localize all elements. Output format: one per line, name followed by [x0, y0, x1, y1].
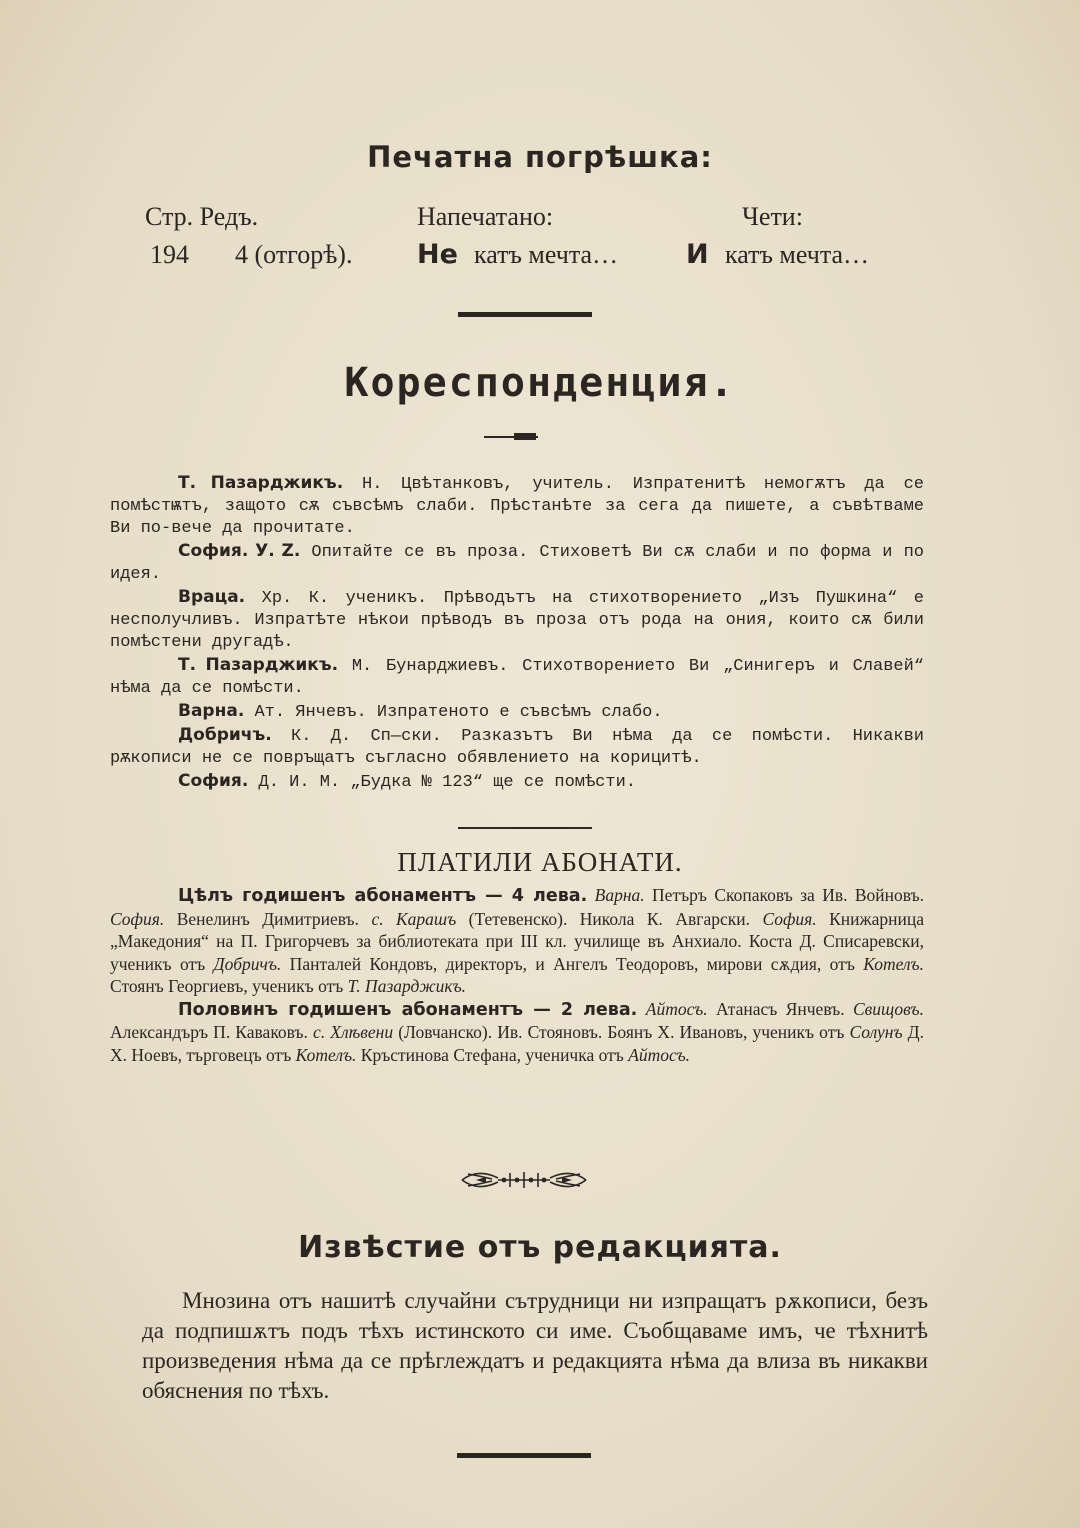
subscriber-place: Айтосъ.: [628, 1044, 691, 1065]
subscriber-place: с. Хлѣвени: [313, 1022, 394, 1042]
errata-printed-rest: катъ мечта…: [474, 240, 619, 269]
subscribers-list: [110, 884, 924, 1066]
subscriber-place: Айтосъ.: [645, 998, 708, 1019]
divider-thin-rule: [458, 827, 592, 829]
subscriber-text: Петъръ Скопаковъ за Ив. Войновъ.: [644, 885, 925, 905]
subscriber-place: Т. Пазарджикъ.: [347, 976, 467, 996]
errata-row: [145, 236, 945, 274]
correspondence-text: М. Бунарджиевъ. Стихотворението Ви „Синигеръ и Славей“ нѣма да се помѣсти.: [110, 657, 924, 698]
correspondence-entry: [110, 700, 924, 724]
errata-printed-bold: Не: [417, 239, 458, 270]
subscriber-place: Котелъ.: [295, 1044, 357, 1065]
correspondence-entry: [110, 540, 924, 586]
correspondence-text: К. Д. Сп—ски. Разказътъ Ви нѣма да се помѣсти. Никакви рѫкописи не се повръщатъ съгласно обявлението на корицитѣ.: [110, 727, 925, 768]
subscribers-full-year: [110, 884, 924, 998]
subscriber-text: Книжарница „Македония“ на П. Григорчевъ за библиотеката при III кл. училище въ Анхиало. Коста Д. Списаревски, ученикъ отъ: [110, 908, 925, 974]
errata-header-printed: Напечатано:: [417, 202, 554, 231]
correspondence-entry: [110, 586, 924, 654]
subscriber-text: Д. Х. Ноевъ, търговецъ отъ: [110, 1022, 924, 1065]
subscriber-text: Кръстинова Стефана, ученичка отъ: [356, 1044, 629, 1065]
subscriber-place: Котелъ.: [863, 953, 924, 974]
correspondence-place: София.: [178, 771, 249, 791]
subscriber-place: Солунъ: [849, 1022, 903, 1042]
notice-title: Извѣстие отъ редакцията.: [298, 1230, 782, 1265]
notice-text: Мнозина отъ нашитѣ случайни сътрудници ни изпращатъ рѫкописи, безъ да подпишѫтъ подъ тѣхъ истинското си име. Съобщаваме имъ, че тѣхнитѣ произведения нѣма да се прѣглеждатъ и редакцията нѣма да влиза въ никакви обяснения по тѣхъ.: [142, 1288, 928, 1403]
correspondence-entry: [110, 724, 924, 770]
subscriber-place: София.: [110, 908, 165, 929]
divider-bottom-rule: [457, 1453, 591, 1458]
subscribers-half-year: [110, 998, 924, 1067]
subscriber-text: Панталей Кондовъ, директоръ, и Ангелъ Теодоровъ, мирови сѫдия, отъ: [281, 953, 864, 974]
divider-rule: [458, 312, 592, 317]
subscriber-text: Александъръ П. Каваковъ.: [110, 1022, 314, 1042]
divider-short-dash: [514, 433, 536, 440]
subscriber-place: с. Карашъ: [371, 908, 457, 929]
correspondence-entry: [110, 472, 924, 540]
subscriber-place: Добричъ.: [213, 953, 282, 974]
errata-read-bold: И: [686, 239, 709, 270]
full-year-label: Цѣлъ годишенъ абонаментъ — 4 лева.: [178, 886, 588, 906]
subscriber-text: Венелинъ Димитриевъ.: [164, 908, 372, 929]
correspondence-place: Враца.: [178, 587, 246, 607]
errata-title: Печатна погрѣшка:: [367, 140, 713, 174]
correspondence-entry: [110, 770, 924, 794]
correspondence-place: Т. Пазарджикъ.: [178, 473, 344, 493]
errata-page: 194: [150, 240, 189, 269]
ornament-icon: [458, 1162, 590, 1198]
correspondence-place: Т. Пазарджикъ.: [178, 655, 339, 675]
errata-header-page-line: Стр. Редъ.: [145, 202, 259, 231]
subscriber-place: София.: [762, 908, 817, 929]
correspondence-place: Добричъ.: [178, 725, 272, 745]
subscriber-text: Атанасъ Янчевъ.: [707, 998, 853, 1019]
correspondence-text: Опитайте се въ проза. Стиховетѣ Ви сѫ слаби и по форма и по идея.: [110, 543, 925, 584]
errata-line: 4 (отгорѣ).: [235, 240, 353, 269]
correspondence-text: Д. И. М. „Будка № 123“ ще се помѣсти.: [258, 773, 636, 792]
errata-read-rest: катъ мечта…: [725, 240, 870, 269]
errata-header-read: Чети:: [742, 202, 803, 231]
correspondence-place: Варна.: [178, 701, 245, 721]
subscriber-text: Стоянъ Георгиевъ, ученикъ отъ: [110, 976, 348, 996]
subscribers-title: ПЛАТИЛИ АБОНАТИ.: [397, 847, 683, 877]
subscriber-place: Свищовъ.: [852, 998, 925, 1019]
correspondence-list: [110, 472, 924, 794]
correspondence-text: Хр. К. ученикъ. Прѣводътъ на стихотворението „Изъ Пушкина“ е несполучливъ. Изпратѣте нѣкои прѣводъ въ проза отъ рода на ония, които сѫ били помѣстени другадѣ.: [110, 589, 925, 652]
correspondence-entry: [110, 654, 924, 700]
correspondence-text: Ат. Янчевъ. Изпратеното е съвсѣмъ слабо.: [254, 703, 663, 722]
subscriber-place: Варна.: [594, 885, 645, 905]
correspondence-place: София. У. Z.: [178, 541, 301, 561]
notice-body: [142, 1286, 928, 1406]
correspondence-text: Н. Цвѣтанковъ, учитель. Изпратенитѣ немогѫтъ да се помѣстѭтъ, защото сѫ съвсѣмъ слаби. Прѣстанѣте за сега да пишете, а съвѣтваме Ви по-вече да прочитате.: [110, 475, 924, 538]
errata-table: [145, 198, 945, 274]
correspondence-title: Кореспонденция.: [344, 360, 736, 406]
subscriber-text: (Тетевенско). Никола К. Авгарски.: [456, 908, 763, 929]
subscriber-text: (Ловчанско). Ив. Стояновъ. Боянъ Х. Ивановъ, ученикъ отъ: [393, 1022, 850, 1042]
errata-header-row: [145, 198, 945, 236]
half-year-label: Половинъ годишенъ абонаментъ — 2 лева.: [178, 999, 638, 1020]
